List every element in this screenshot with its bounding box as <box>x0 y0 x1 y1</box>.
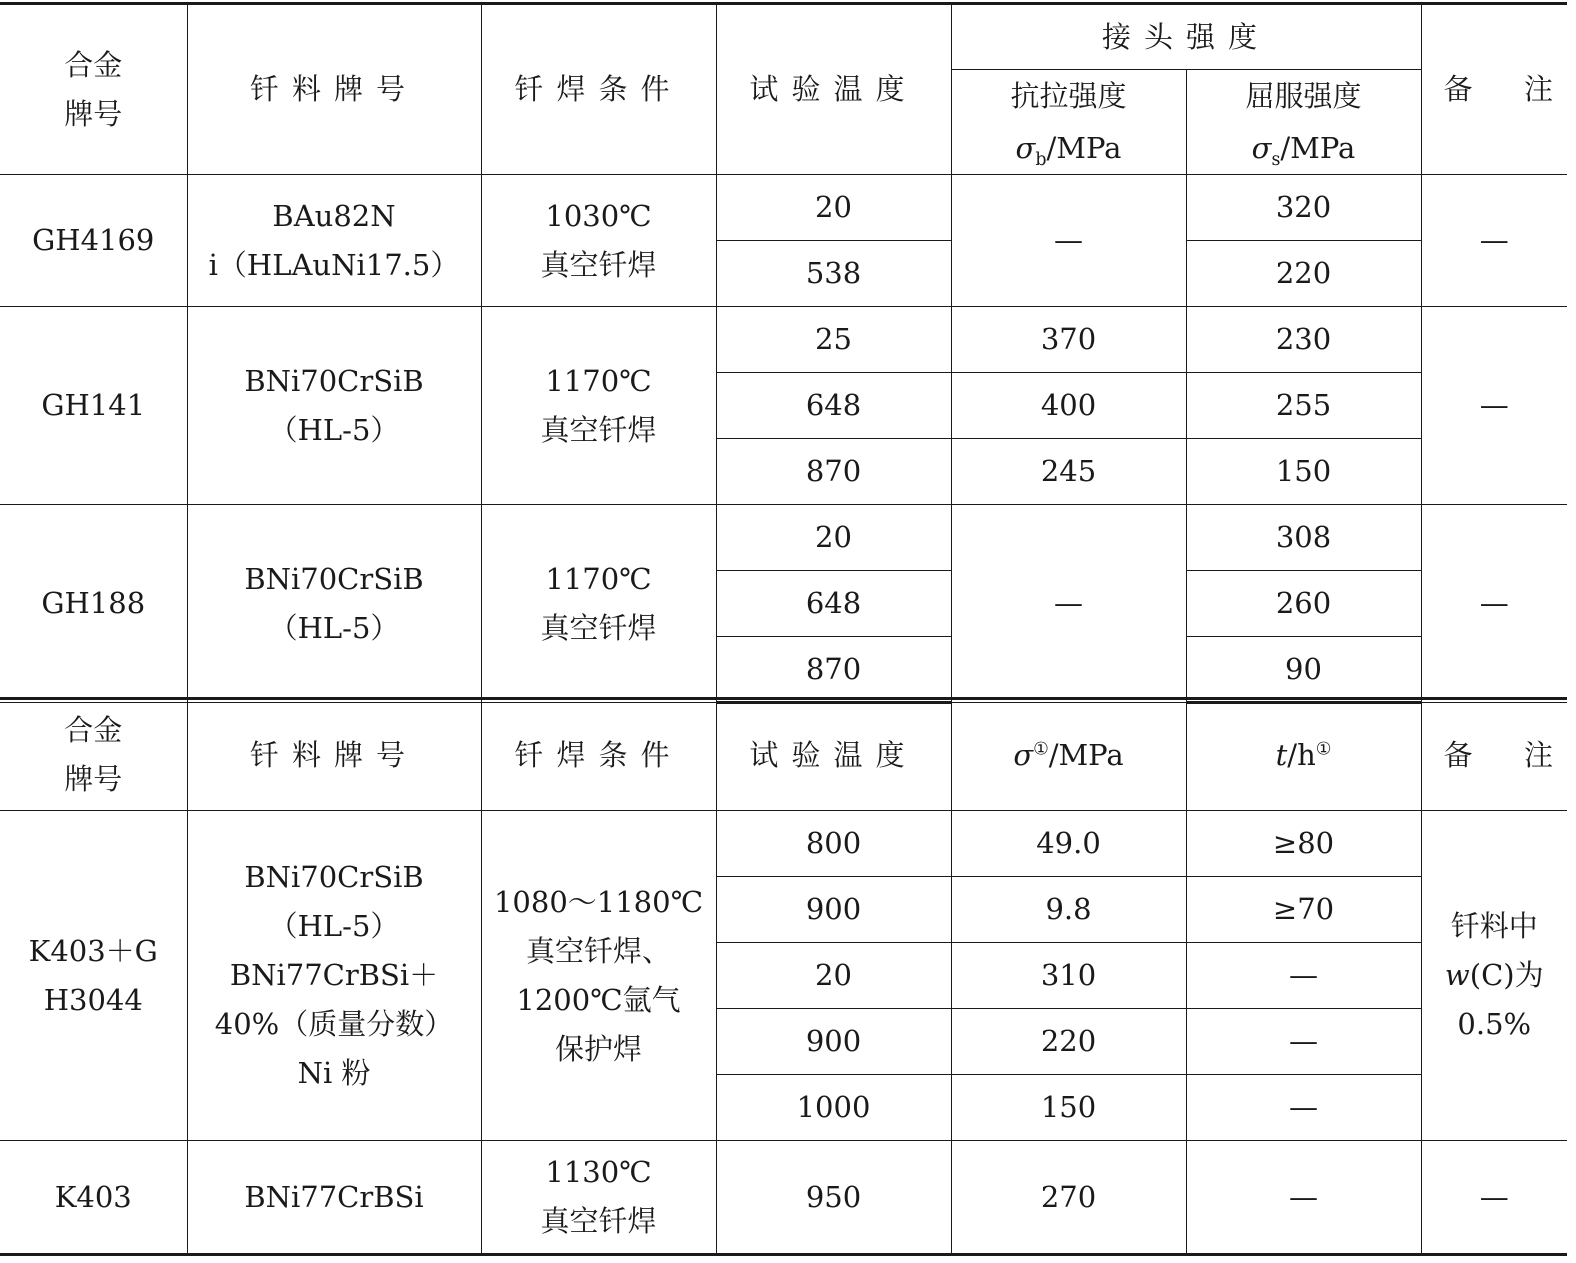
tensile-cell: — <box>951 505 1186 703</box>
yield-cell: 230 <box>1186 307 1421 373</box>
remark-cell: — <box>1421 1141 1567 1255</box>
filler-cell: BNi77CrBSi <box>187 1141 481 1255</box>
temp-cell: 25 <box>716 307 951 373</box>
header-stress: σ①/MPa <box>951 699 1186 811</box>
alloy-cell: GH4169 <box>0 175 187 307</box>
time-cell: — <box>1186 1009 1421 1075</box>
yield-cell: 320 <box>1186 175 1421 241</box>
yield-cell: 220 <box>1186 241 1421 307</box>
yield-cell: 150 <box>1186 439 1421 505</box>
temp-cell: 648 <box>716 571 951 637</box>
joint-strength-table <box>0 2 1567 704</box>
header-time: t/h① <box>1186 699 1421 811</box>
filler-cell: BAu82N i（HLAuNi17.5） <box>187 175 481 307</box>
table-row <box>0 307 1567 373</box>
time-cell: ≥80 <box>1186 811 1421 877</box>
header-filler: 钎料牌号 <box>187 699 481 811</box>
condition-cell: 1030℃ 真空钎焊 <box>481 175 716 307</box>
temp-cell: 870 <box>716 637 951 703</box>
alloy-cell: GH141 <box>0 307 187 505</box>
temp-cell: 900 <box>716 1009 951 1075</box>
tensile-cell: 370 <box>951 307 1186 373</box>
header-filler: 钎料牌号 <box>187 4 481 175</box>
condition-cell: 1170℃ 真空钎焊 <box>481 505 716 703</box>
yield-cell: 260 <box>1186 571 1421 637</box>
yield-cell: 255 <box>1186 373 1421 439</box>
temp-cell: 1000 <box>716 1075 951 1141</box>
remark-cell: — <box>1421 505 1567 703</box>
time-cell: — <box>1186 1141 1421 1255</box>
header-test-temp: 试验温度 <box>716 699 951 811</box>
stress-cell: 9.8 <box>951 877 1186 943</box>
yield-cell: 90 <box>1186 637 1421 703</box>
stress-cell: 150 <box>951 1075 1186 1141</box>
stress-cell: 270 <box>951 1141 1186 1255</box>
time-cell: — <box>1186 1075 1421 1141</box>
header-joint-strength: 接头强度 <box>951 4 1421 70</box>
filler-cell: BNi70CrSiB （HL-5） BNi77CrBSi＋ 40%（质量分数） Ni 粉 <box>187 811 481 1141</box>
table-row <box>0 811 1567 877</box>
header-remark: 备 注 <box>1421 4 1567 175</box>
time-cell: — <box>1186 943 1421 1009</box>
tensile-cell: 245 <box>951 439 1186 505</box>
header-yield-strength: 屈服强度 $\sigma_s$/MPa <box>1186 70 1421 175</box>
table-row <box>0 505 1567 571</box>
filler-cell: BNi70CrSiB （HL-5） <box>187 505 481 703</box>
time-cell: ≥70 <box>1186 877 1421 943</box>
condition-cell: 1130℃ 真空钎焊 <box>481 1141 716 1255</box>
header-alloy: 合金 牌号 <box>0 699 187 811</box>
temp-cell: 20 <box>716 175 951 241</box>
temp-cell: 800 <box>716 811 951 877</box>
alloy-cell: K403 <box>0 1141 187 1255</box>
alloy-cell: K403＋G H3044 <box>0 811 187 1141</box>
condition-cell: 1080～1180℃ 真空钎焊、 1200℃氩气 保护焊 <box>481 811 716 1141</box>
yield-cell: 308 <box>1186 505 1421 571</box>
table-row <box>0 1141 1567 1255</box>
alloy-cell: GH188 <box>0 505 187 703</box>
stress-cell: 220 <box>951 1009 1186 1075</box>
table-row <box>0 175 1567 241</box>
header-condition: 钎焊条件 <box>481 4 716 175</box>
temp-cell: 20 <box>716 505 951 571</box>
stress-cell: 49.0 <box>951 811 1186 877</box>
temp-cell: 648 <box>716 373 951 439</box>
temp-cell: 900 <box>716 877 951 943</box>
header-alloy: 合金 牌号 <box>0 4 187 175</box>
stress-cell: 310 <box>951 943 1186 1009</box>
temp-cell: 20 <box>716 943 951 1009</box>
tensile-cell: — <box>951 175 1186 307</box>
header-condition: 钎焊条件 <box>481 699 716 811</box>
remark-cell: 钎料中 w(C)为 0.5% <box>1421 811 1567 1141</box>
header-remark: 备 注 <box>1421 699 1567 811</box>
condition-cell: 1170℃ 真空钎焊 <box>481 307 716 505</box>
temp-cell: 950 <box>716 1141 951 1255</box>
remark-cell: — <box>1421 175 1567 307</box>
temp-cell: 870 <box>716 439 951 505</box>
creep-strength-table <box>0 697 1567 1256</box>
header-test-temp: 试验温度 <box>716 4 951 175</box>
temp-cell: 538 <box>716 241 951 307</box>
header-tensile-strength: 抗拉强度 $\sigma_b$/MPa <box>951 70 1186 175</box>
remark-cell: — <box>1421 307 1567 505</box>
tensile-cell: 400 <box>951 373 1186 439</box>
filler-cell: BNi70CrSiB （HL-5） <box>187 307 481 505</box>
